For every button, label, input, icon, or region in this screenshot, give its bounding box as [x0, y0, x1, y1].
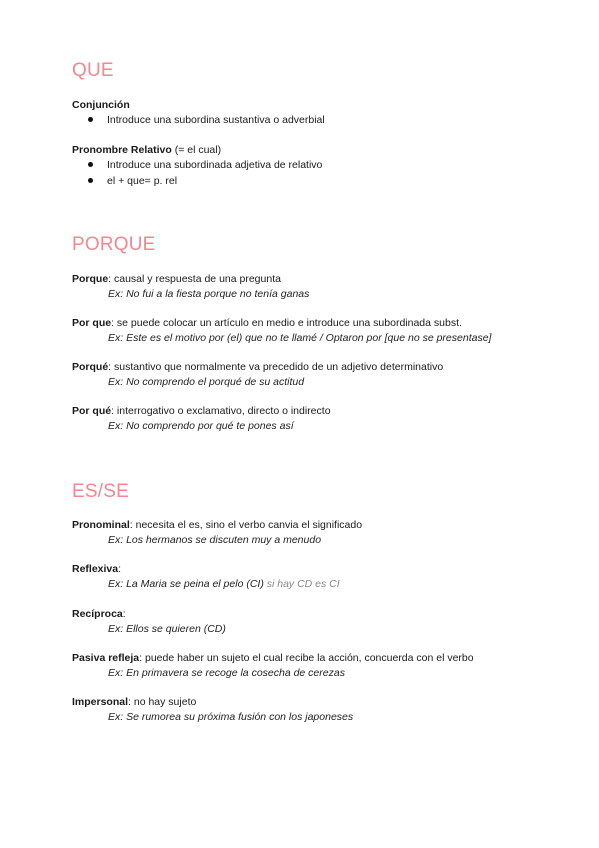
- example: Ex: Los hermanos se discuten muy a menudo: [108, 534, 322, 546]
- note: si hay CD es CI: [263, 578, 340, 590]
- term: Porqué: [72, 361, 109, 373]
- example: Ex: Ellos se quieren (CD): [108, 623, 226, 635]
- bullet-icon: [88, 117, 93, 122]
- term: Impersonal: [72, 696, 129, 708]
- example: Ex: No comprendo el porqué de su actitud: [108, 376, 305, 388]
- pronombre-suffix: (= el cual): [171, 144, 222, 156]
- entry-line: [72, 695, 196, 709]
- entry-line: [72, 404, 331, 418]
- bullet-text: Introduce una subordina sustantiva o adverbial: [107, 114, 325, 126]
- term: Pronominal: [72, 519, 130, 531]
- definition: :: [118, 563, 122, 575]
- definition: : causal y respuesta de una pregunta: [108, 273, 281, 285]
- bullet-icon: [88, 162, 93, 167]
- example: Ex: No comprendo por qué te pones así: [108, 420, 294, 432]
- entry-line: [72, 651, 474, 665]
- conjuncion-label: [72, 98, 130, 112]
- example-with-note: [108, 577, 340, 591]
- term: Reflexiva: [72, 563, 119, 575]
- definition: : sustantivo que normalmente va precedido de un adjetivo determinativo: [108, 361, 444, 373]
- entry-line: [72, 562, 121, 576]
- term-conjuncion: Conjunción: [72, 99, 130, 111]
- term-pronombre: Pronombre Relativo: [72, 144, 172, 156]
- example: Ex: La Maria se peina el pelo (CI): [108, 578, 264, 590]
- example: Ex: En primavera se recoge la cosecha de cerezas: [108, 667, 345, 679]
- heading-porque: PORQUE: [72, 234, 156, 255]
- entry-line: [72, 607, 126, 621]
- example: Ex: No fui a la fiesta porque no tenía ganas: [108, 288, 310, 300]
- term: Pasiva refleja: [72, 652, 140, 664]
- entry-line: [72, 316, 462, 330]
- bullet-text: Introduce una subordinada adjetiva de relativo: [107, 159, 323, 171]
- example: Ex: Este es el motivo por (el) que no te llamé / Optaron por [que no se presentase]: [108, 332, 492, 344]
- entry-line: [72, 518, 362, 532]
- term: Recíproca: [72, 608, 123, 620]
- example: Ex: Se rumorea su próxima fusión con los japoneses: [108, 711, 354, 723]
- bullet-text: el + que= p. rel: [107, 175, 178, 187]
- definition: : se puede colocar un artículo en medio e introduce una subordinada subst.: [111, 317, 462, 329]
- term: Por qué: [72, 405, 112, 417]
- definition: : interrogativo o exclamativo, directo o indirecto: [111, 405, 331, 417]
- entry-line: [72, 360, 443, 374]
- heading-que: QUE: [72, 60, 114, 81]
- definition: :: [122, 608, 126, 620]
- heading-esse: ES/SE: [72, 481, 129, 502]
- term: Por que: [72, 317, 112, 329]
- pronombre-label: [72, 143, 221, 157]
- definition: : necesita el es, sino el verbo canvia el significado: [129, 519, 363, 531]
- list-item: [88, 174, 177, 188]
- bullet-icon: [88, 178, 93, 183]
- term: Porque: [72, 273, 109, 285]
- definition: : puede haber un sujeto el cual recibe la acción, concuerda con el verbo: [139, 652, 474, 664]
- list-item: [88, 113, 325, 127]
- list-item: [88, 158, 322, 172]
- definition: : no hay sujeto: [128, 696, 197, 708]
- entry-line: [72, 272, 281, 286]
